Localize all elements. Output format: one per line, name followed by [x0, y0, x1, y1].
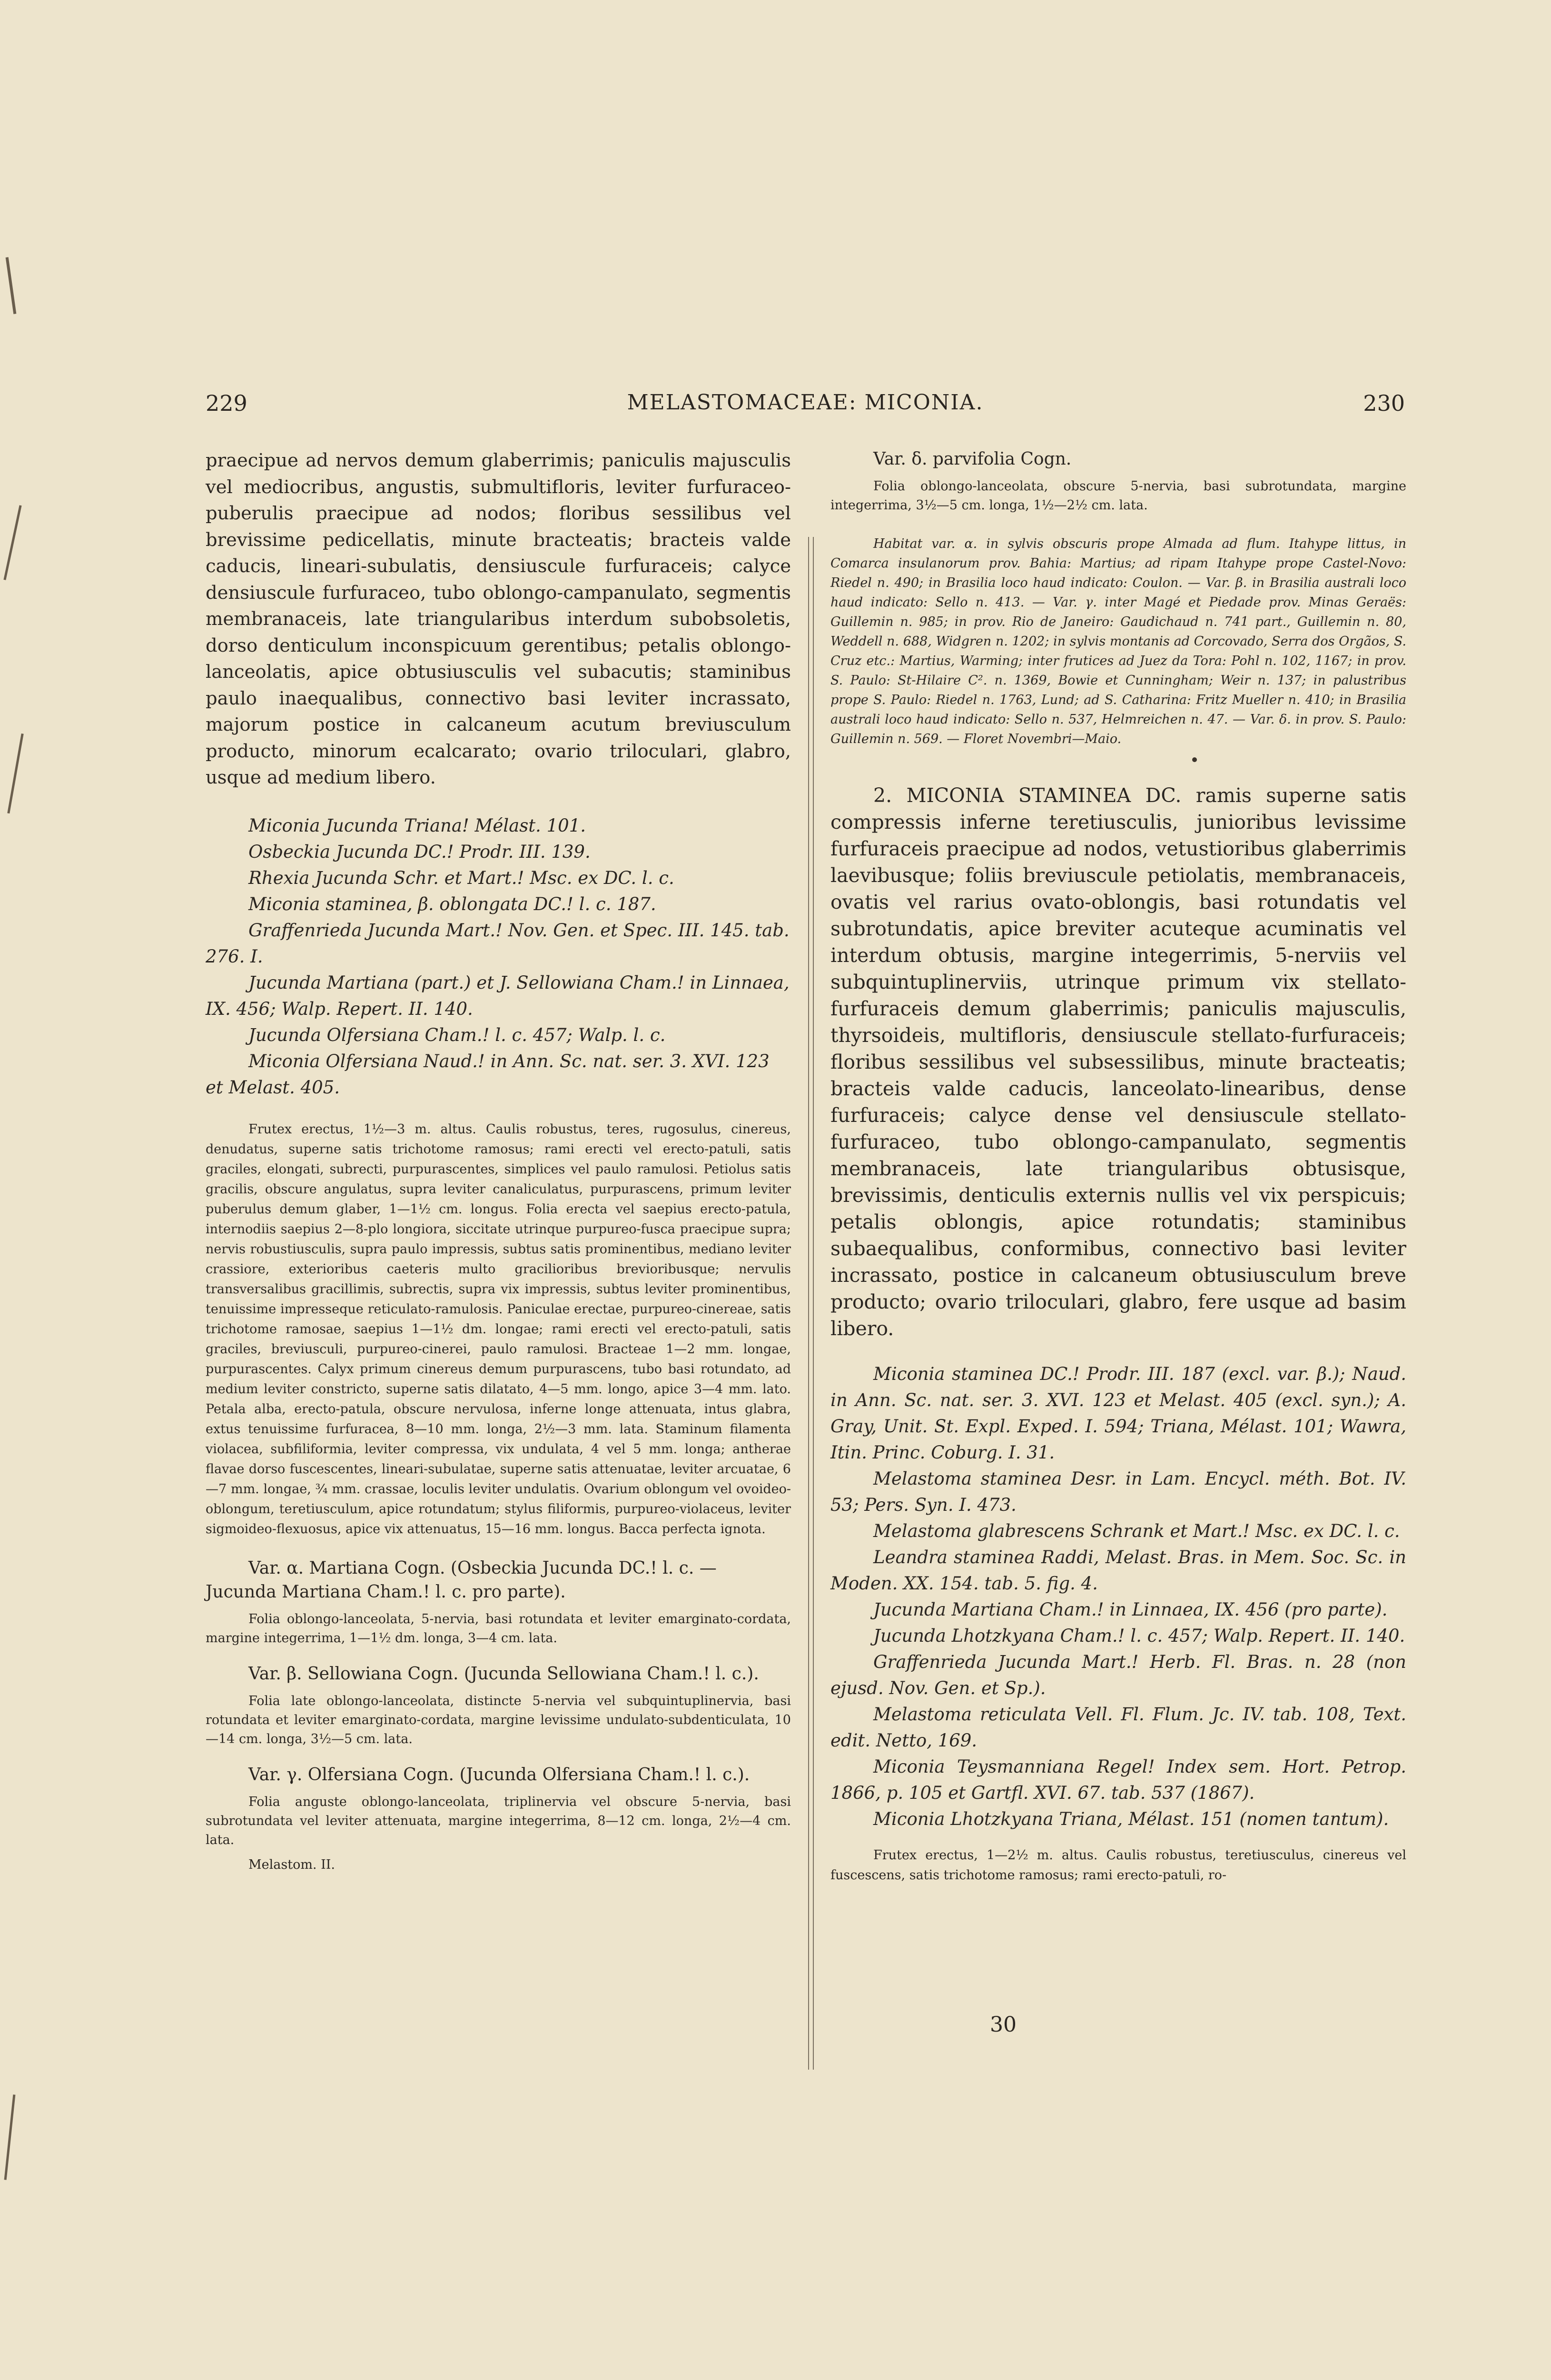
synonym-entry: Jucunda Martiana Cham.! in Linnaea, IX. 456 (pro parte). — [873, 1599, 1388, 1620]
synonym-entry: Jucunda Martiana (part.) et J. Sellowiana Cham.! in Linnaea, IX. 456; Walp. Repert. II. 140. — [206, 972, 790, 1019]
synonym-entry: Miconia staminea DC.! Prodr. III. 187 (excl. var. β.); Naud. in Ann. Sc. nat. ser. 3. XVI. 123 et Melast. 405 (excl. syn.); A. Gray, Unit. St. Expl. Exped. I. 594; Triana, Mélast. 101; Wawra, Itin. Princ. Coburg. I. 31. — [830, 1364, 1406, 1463]
running-title: MELASTOMACEAE: MICONIA. — [627, 390, 984, 415]
signature-number: 30 — [990, 2013, 1017, 2037]
synonym-list — [206, 813, 791, 1101]
margin-mark — [3, 505, 21, 580]
synonym-entry: Osbeckia Jucunda DC.! Prodr. III. 139. — [248, 841, 591, 862]
synonym-entry: Miconia staminea, β. oblongata DC.! l. c. 187. — [248, 893, 656, 914]
signature-mark: Melastom. II. — [248, 1857, 335, 1872]
synonym-entry: Jucunda Olfersiana Cham.! l. c. 457; Walp. l. c. — [248, 1024, 666, 1045]
synonym-entry: Leandra staminea Raddi, Melast. Bras. in Mem. Soc. Sc. in Moden. XX. 154. tab. 5. fig. 4. — [830, 1547, 1406, 1594]
synonym-list — [830, 1361, 1406, 1832]
synonym-entry: Melastoma staminea Desr. in Lam. Encycl. méth. Bot. IV. 53; Pers. Syn. I. 473. — [830, 1468, 1406, 1515]
species-description-start: Frutex erectus, 1—2½ m. altus. Caulis robustus, teretiusculus, cinereus vel fuscescens, satis trichotome ramosus; rami erecto-patuli, ro- — [830, 1848, 1406, 1883]
synonym-entry: Jucunda Lhotzkyana Cham.! l. c. 457; Walp. Repert. II. 140. — [873, 1626, 1405, 1646]
synonym-entry: Miconia Olfersiana Naud.! in Ann. Sc. nat. ser. 3. XVI. 123 et Melast. 405. — [206, 1051, 770, 1098]
synonym-entry: Graffenrieda Jucunda Mart.! Herb. Fl. Bras. n. 28 (non ejusd. Nov. Gen. et Sp.). — [830, 1652, 1406, 1698]
variety-gamma-description: Folia anguste oblongo-lanceolata, triplinervia vel obscure 5-nervia, basi subrotundata vel leviter attenuata, margine integerrima, 8—12 cm. longa, 2½—4 cm. lata. — [206, 1794, 791, 1847]
variety-alpha-heading: Var. α. Martiana Cogn. (Osbeckia Jucunda DC.! l. c. — Jucunda Martiana Cham.! l. c. pro parte). — [206, 1558, 717, 1602]
variety-gamma-heading: Var. γ. Olfersiana Cogn. (Jucunda Olfersiana Cham.! l. c.). — [248, 1765, 750, 1785]
variety-beta-description: Folia late oblongo-lanceolata, distincte 5-nervia vel subquintuplinervia, basi rotundata et leviter emarginato-cordata, margine levissime undulato-subdenticulata, 10—14 cm. longa, 3½—5 cm. lata. — [206, 1693, 791, 1746]
intro-paragraph: praecipue ad nervos demum glaberrimis; paniculis majusculis vel mediocribus, angustis, submultifloris, leviter furfuraceo-puberulis praecipue ad nodos; floribus sessilibus vel brevissime pedicellatis, minute bracteatis; bracteis valde caducis, lineari-subulatis, densiuscule furfuraceis; calyce densiuscule furfuraceo, tubo oblongo-campanulato, segmentis membranaceis, late triangularibus interdum subobsoletis, dorso denticulum inconspicuum gerentibus; petalis oblongo-lanceolatis, apice obtusiusculis vel subacutis; staminibus paulo inaequalibus, connectivo basi leviter incrassato, majorum postice in calcaneum acutum breviusculum producto, minorum ecalcarato; ovario triloculari, glabro, usque ad medium libero. — [206, 450, 791, 788]
margin-mark — [7, 734, 23, 813]
species-heading — [830, 782, 1406, 1342]
species-diagnosis: ramis superne satis compressis inferne teretiusculis, junioribus levissime furfuraceis praecipue ad nodos, vetustioribus glaberrimis laevibusque; foliis breviuscule petiolatis, membranaceis, ovatis vel rarius ovato-oblongis, basi rotundatis vel subrotundatis, apice breviter acuteque acuminatis vel interdum obtusis, margine integerrimis, 5-nerviis vel subquintuplinerviis, utrinque primum vix stellato-furfuraceis demum glaberrimis; paniculis majusculis, thyrsoideis, multifloris, densiuscule stellato-furfuraceis; floribus sessilibus vel subsessilibus, minute bracteatis; bracteis valde caducis, lanceolato-linearibus, dense furfuraceis; calyce dense vel densiuscule stellato-furfuraceo, tubo oblongo-campanulato, segmentis membranaceis, late triangularibus obtusisque, brevissimis, denticulis externis nullis vel vix perspicuis; petalis oblongis, apice rotundatis; staminibus subaequalibus, conformibus, connectivo basi leviter incrassato, postice in calcaneum obtusiusculum breve producto; ovario triloculari, glabro, fere usque ad basim libero. — [830, 784, 1406, 1340]
variety-beta-heading: Var. β. Sellowiana Cogn. (Jucunda Sellowiana Cham.! l. c.). — [248, 1664, 759, 1684]
synonym-entry: Rhexia Jucunda Schr. et Mart.! Msc. ex DC. l. c. — [248, 867, 674, 888]
synonym-entry: Miconia Teysmanniana Regel! Index sem. Hort. Petrop. 1866, p. 105 et Gartfl. XVI. 67. tab. 537 (1867). — [830, 1756, 1406, 1803]
species-description: Frutex erectus, 1½—3 m. altus. Caulis robustus, teres, rugosulus, cinereus, denudatus, superne satis trichotome ramosus; rami erecti vel erecto-patuli, satis graciles, elongati, subrecti, purpurascentes, simplices vel paulo ramulosi. Petiolus satis gracilis, obscure angulatus, supra leviter canaliculatus, purpurascens, primum leviter puberulus demum glaber, 1—1½ cm. longus. Folia erecta vel saepius erecto-patula, internodiis saepius 2—8-plo longiora, siccitate utrinque purpureo-fusca praecipue supra; nervis robustiusculis, supra paulo impressis, subtus satis prominentibus, mediano leviter crassiore, exterioribus caeteris multo gracilioribus brevioribusque; nervulis transversalibus gracillimis, subrectis, supra vix impressis, subtus leviter prominentibus, tenuissime impresseque reticulato-ramulosis. Paniculae erectae, purpureo-cinereae, satis trichotome ramosae, saepius 1—1½ dm. longae; rami erecti vel erecto-patuli, satis graciles, breviusculi, purpureo-cinerei, paulo ramulosi. Bracteae 1—2 mm. longae, purpurascentes. Calyx primum cinereus demum purpurascens, tubo basi rotundato, ad medium leviter constricto, superne satis dilatato, 4—5 mm. longo, apice 3—4 mm. lato. Petala alba, erecto-patula, obscure nervulosa, inferne longe attenuata, intus glabra, extus tenuissime furfuracea, 8—10 mm. longa, 2½—3 mm. lata. Staminum filamenta violacea, subfiliformia, leviter compressa, vix undulata, 4 vel 5 mm. longa; antherae flavae dorso fuscescentes, lineari-subulatae, superne satis attenuatae, leviter arcuatae, 6—7 mm. longae, ¾ mm. crassae, loculis leviter undulatis. Ovarium oblongum vel ovoideo-oblongum, teretiusculum, apice rotundatum; stylus filiformis, purpureo-violaceus, leviter sigmoideo-flexuosus, apice vix attenuatus, 15—16 mm. longus. Bacca perfecta ignota. — [206, 1121, 791, 1537]
left-column — [206, 447, 791, 1872]
synonym-entry: Miconia Jucunda Triana! Mélast. 101. — [248, 815, 586, 836]
column-divider — [808, 537, 814, 2070]
synonym-entry: Melastoma glabrescens Schrank et Mart.! Msc. ex DC. l. c. — [873, 1521, 1400, 1541]
page-number-left: 229 — [206, 390, 247, 416]
species-name: 2. MICONIA STAMINEA DC. — [873, 784, 1182, 807]
page-number-right: 230 — [1363, 390, 1405, 416]
variety-alpha-description: Folia oblongo-lanceolata, 5-nervia, basi rotundata et leviter emarginato-cordata, margine integerrima, 1—1½ dm. longa, 3—4 cm. lata. — [206, 1611, 791, 1646]
synonym-entry: Melastoma reticulata Vell. Fl. Flum. Jc. IV. tab. 108, Text. edit. Netto, 169. — [830, 1704, 1406, 1751]
margin-mark — [6, 257, 17, 314]
page-header — [206, 390, 1405, 424]
synonym-entry: Graffenrieda Jucunda Mart.! Nov. Gen. et Spec. III. 145. tab. 276. I. — [206, 920, 790, 967]
synonym-entry: Miconia Lhotzkyana Triana, Mélast. 151 (nomen tantum). — [873, 1809, 1389, 1829]
habitat-paragraph: Habitat var. α. in sylvis obscuris prope Almada ad flum. Itahype littus, in Comarca insulanorum prov. Bahia: Martius; ad ripam Itahype prope Castel-Novo: Riedel n. 490; in Brasilia loco haud indicato: Coulon. — Var. β. in Brasilia australi loco haud indicato: Sello n. 413. — Var. γ. inter Magé et Piedade prov. Minas Geraës: Guillemin n. 985; in prov. Rio de Janeiro: Gaudichaud n. 741 part., Guillemin n. 80, Weddell n. 688, Widgren n. 1202; in sylvis montanis ad Corcovado, Serra dos Orgãos, S. Cruz etc.: Martius, Warming; inter frutices ad Juez da Tora: Pohl n. 102, 1167; in prov. S. Paulo: St-Hilaire C². n. 1369, Bowie et Cunningham; Weir n. 137; in palustribus prope S. Paulo: Riedel n. 1763, Lund; ad S. Catharina: Fritz Mueller n. 410; in Brasilia australi loco haud indicato: Sello n. 537, Helmreichen n. 47. — Var. δ. in prov. S. Paulo: Guillemin n. 569. — Floret Novembri—Maio. — [830, 536, 1406, 746]
right-column — [830, 447, 1406, 1885]
margin-mark — [4, 2094, 16, 2180]
variety-delta-description: Folia oblongo-lanceolata, obscure 5-nervia, basi subrotundata, margine integerrima, 3½—5 cm. longa, 1½—2½ cm. lata. — [830, 479, 1406, 513]
separator-dot — [1192, 757, 1197, 762]
variety-delta-heading: Var. δ. parvifolia Cogn. — [873, 449, 1072, 469]
